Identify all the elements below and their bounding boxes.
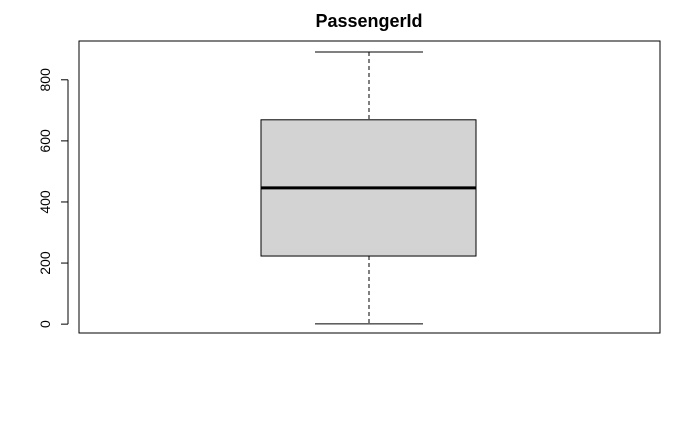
y-axis — [37, 68, 68, 328]
box-plot — [261, 52, 476, 324]
y-tick-label: 200 — [37, 251, 53, 275]
y-tick-label: 400 — [37, 190, 53, 214]
chart-title: PassengerId — [315, 11, 423, 31]
y-tick-label: 600 — [37, 129, 53, 153]
y-tick-label: 800 — [37, 68, 53, 92]
y-tick-label: 0 — [37, 320, 53, 329]
